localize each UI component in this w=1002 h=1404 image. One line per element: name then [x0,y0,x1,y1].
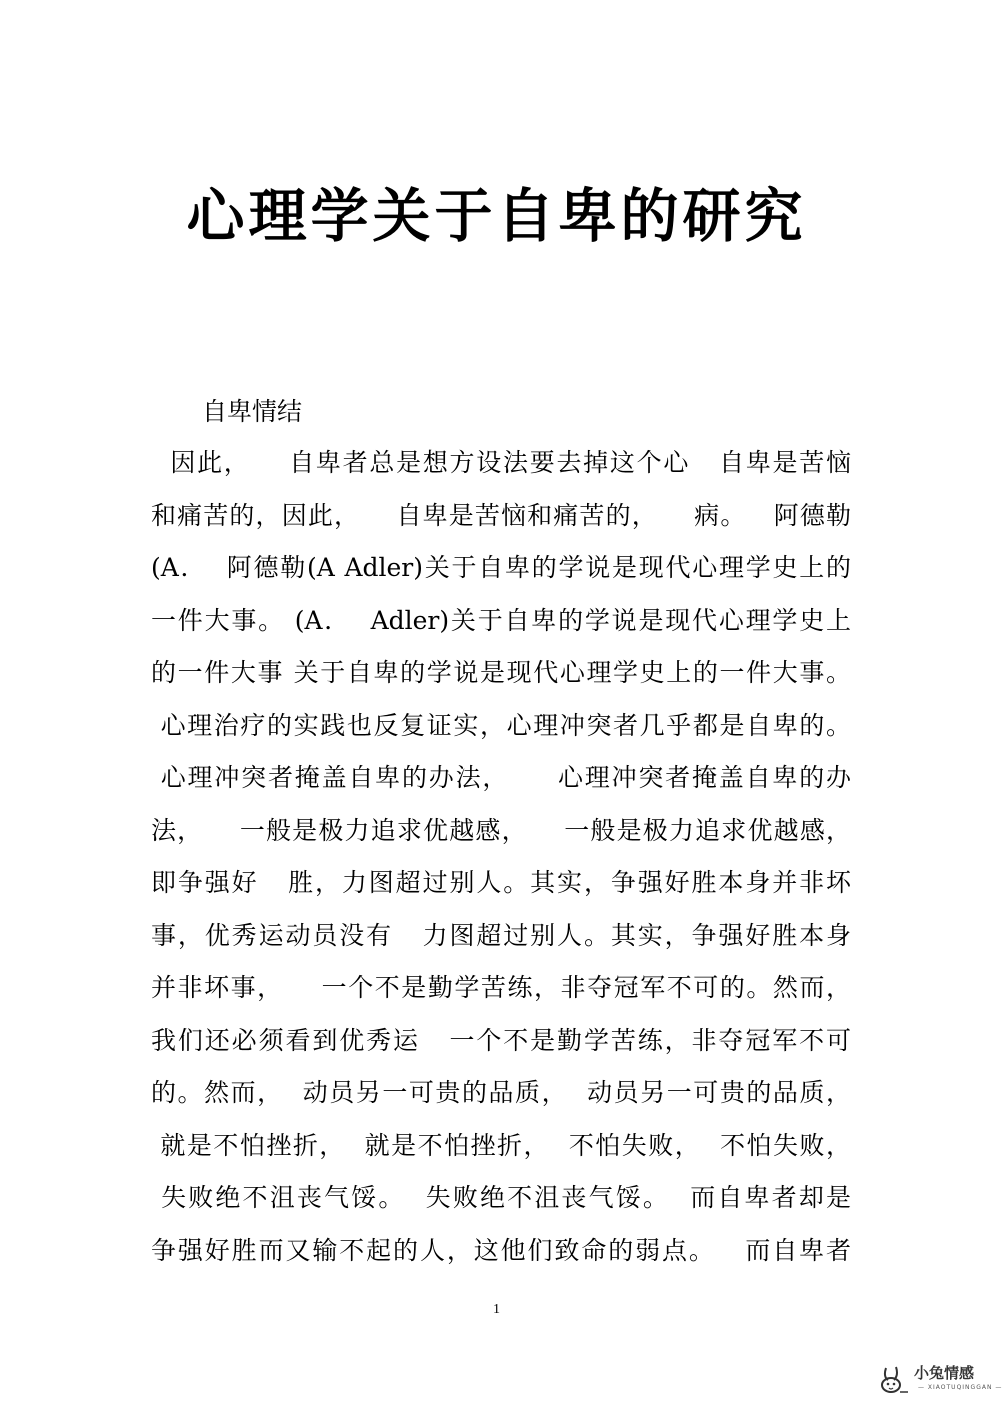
body-line: 失败绝不沮丧气馁。 失败绝不沮丧气馁。 而自卑者却是 [151,1183,851,1212]
body-line: 一件大事。 (A． Adler)关于自卑的学说是现代心理学史上 [151,605,851,635]
document-title: 心理学关于自卑的研究 [186,182,807,250]
watermark [878,1362,1002,1398]
body-line: 心理冲突者掩盖自卑的办法， 心理冲突者掩盖自卑的办 [151,763,851,792]
body-line: 就是不怕挫折， 就是不怕挫折， 不怕失败， 不怕失败， [151,1130,851,1160]
document-body [151,443,851,1283]
section-heading: 自卑情结 [202,397,303,426]
body-line: 因此， 自卑者总是想方设法要去掉这个心 自卑是苦恼 [151,448,851,477]
body-line: 即争强好 胜，力图超过别人。其实，争强好胜本身并非坏 [151,868,851,897]
body-line: 的。然而， 动员另一可贵的品质， 动员另一可贵的品质， [151,1078,851,1107]
body-line: 心理治疗的实践也反复证实，心理冲突者几乎都是自卑的。 [151,710,851,740]
watermark-brand: 小兔情感 [914,1364,975,1382]
body-line: (A． 阿德勒(A Adler)关于自卑的学说是现代心理学史上的 [151,553,851,582]
body-line: 并非坏事， 一个不是勤学苦练，非夺冠军不可的。然而， [151,973,851,1002]
watermark-subtitle: — XIAOTUQINGGAN — [918,1384,1002,1391]
body-line: 和痛苦的，因此， 自卑是苦恼和痛苦的， 病。 阿德勒 [151,500,851,530]
page-number: 1 [493,1302,500,1317]
body-line: 事，优秀运动员没有 力图超过别人。其实，争强好胜本身 [151,920,851,950]
body-line: 争强好胜而又输不起的人，这他们致命的弱点。 而自卑者 [151,1235,851,1265]
body-line: 我们还必须看到优秀运 一个不是勤学苦练，非夺冠军不可 [151,1025,851,1055]
rabbit-logo-icon [878,1364,912,1396]
body-line: 的一件大事 关于自卑的学说是现代心理学史上的一件大事。 [151,658,851,687]
body-line: 法， 一般是极力追求优越感， 一般是极力追求优越感， [151,815,851,845]
